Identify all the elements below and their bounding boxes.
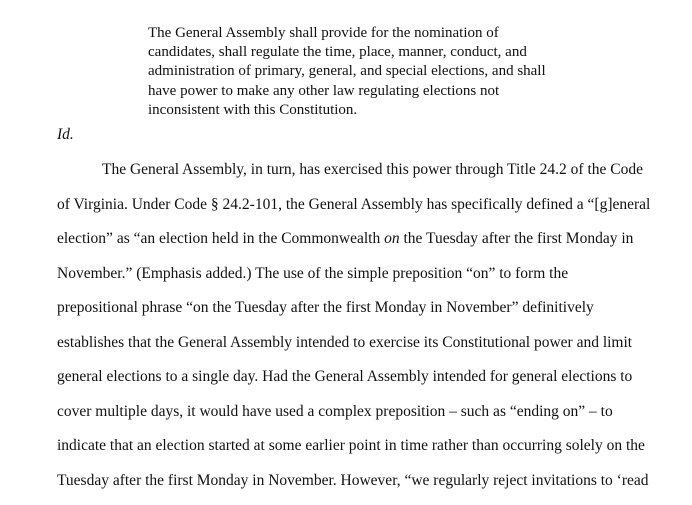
- paragraph-line: of Virginia. Under Code § 24.2-101, the General Assembly has specifically defined a “[g]eneral: [57, 195, 657, 230]
- quote-line: have power to make any other law regulating elections not: [148, 82, 568, 101]
- paragraph-line: general elections to a single day. Had the General Assembly intended for general elections to: [57, 367, 657, 402]
- emphasized-word: on: [384, 230, 400, 247]
- citation: Id.: [57, 126, 74, 144]
- paragraph-line: Tuesday after the first Monday in November. However, “we regularly reject invitations to ‘read: [57, 471, 657, 505]
- block-quote: [148, 24, 568, 120]
- paragraph-line: establishes that the General Assembly intended to exercise its Constitutional power and limit: [57, 333, 657, 368]
- paragraph-line: The General Assembly, in turn, has exercised this power through Title 24.2 of the Code: [57, 160, 657, 195]
- paragraph-line: cover multiple days, it would have used a complex preposition – such as “ending on” – to: [57, 402, 657, 437]
- paragraph-line: indicate that an election started at some earlier point in time rather than occurring solely on the: [57, 436, 657, 471]
- quote-line: inconsistent with this Constitution.: [148, 101, 568, 120]
- paragraph-line: [57, 229, 657, 264]
- quote-line: The General Assembly shall provide for the nomination of: [148, 24, 568, 43]
- quote-line: administration of primary, general, and special elections, and shall: [148, 62, 568, 81]
- body-paragraph: [57, 160, 657, 505]
- paragraph-line: prepositional phrase “on the Tuesday after the first Monday in November” definitively: [57, 298, 657, 333]
- paragraph-line: November.” (Emphasis added.) The use of the simple preposition “on” to form the: [57, 264, 657, 299]
- quote-line: candidates, shall regulate the time, place, manner, conduct, and: [148, 43, 568, 62]
- line-text: election” as “an election held in the Commonwealth: [57, 230, 384, 247]
- line-text: the Tuesday after the first Monday in: [400, 230, 634, 247]
